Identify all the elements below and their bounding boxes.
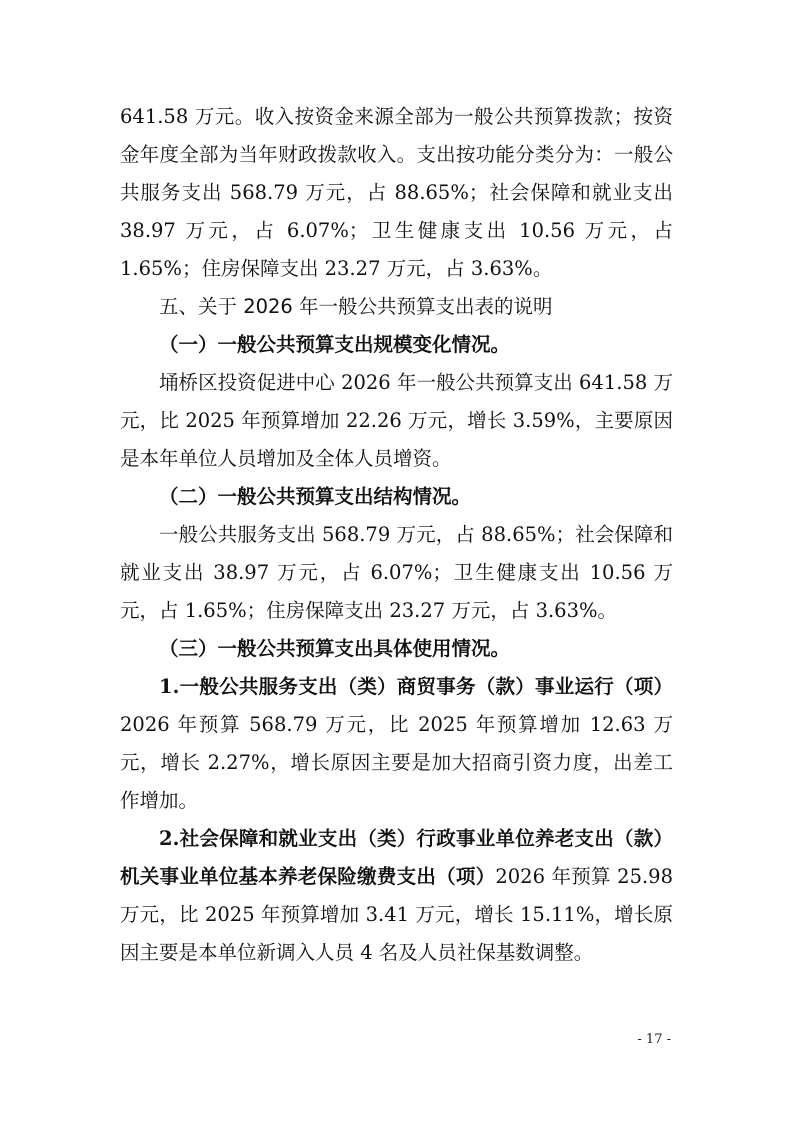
document-body bbox=[120, 98, 673, 972]
paragraph-item-1 bbox=[120, 668, 673, 820]
paragraph-scale-change: 埇桥区投资促进中心 2026 年一般公共预算支出 641.58 万元，比 2025 年预算增加 22.26 万元，增长 3.59%，主要原因是本年单位人员增加及全体人员增资。 bbox=[120, 371, 673, 470]
subheading-1: （一）一般公共预算支出规模变化情况。 bbox=[159, 333, 511, 356]
subheading-3: （三）一般公共预算支出具体使用情况。 bbox=[159, 637, 511, 660]
item-2-text: 2026 年预算 25.98 万元，比 2025 年预算增加 3.41 万元，增长 15.11%，增长原因主要是本单位新调入人员 4 名及人员社保基数调整。 bbox=[120, 865, 673, 964]
page-number: - 17 - bbox=[637, 1032, 671, 1047]
item-1-text: 2026 年预算 568.79 万元，比 2025 年预算增加 12.63 万元，增长 2.27%，增长原因主要是加大招商引资力度，出差工作增加。 bbox=[120, 713, 673, 812]
paragraph-item-2 bbox=[120, 820, 673, 972]
paragraph-income-summary: 641.58 万元。收入按资金来源全部为一般公共预算拨款；按资金年度全部为当年财政拨款收入。支出按功能分类分为：一般公共服务支出 568.79 万元，占 88.65%；社会保障和就业支出 38.97 万元，占 6.07%；卫生健康支出 10.56 万元，占 1.65%；住房保障支出 23.27 万元，占 3.63%。 bbox=[120, 105, 673, 280]
section-heading-5: 五、关于 2026 年一般公共预算支出表的说明 bbox=[159, 295, 553, 318]
subheading-2: （二）一般公共预算支出结构情况。 bbox=[159, 485, 472, 508]
paragraph-structure: 一般公共服务支出 568.79 万元，占 88.65%；社会保障和就业支出 38.97 万元，占 6.07%；卫生健康支出 10.56 万元，占 1.65%；住房保障支出 23.27 万元，占 3.63%。 bbox=[120, 523, 673, 622]
item-2-heading: 2.社会保障和就业支出（类）行政事业单位养老支出（款）机关事业单位基本养老保险缴费支出（项） bbox=[120, 827, 673, 888]
item-1-heading: 1.一般公共服务支出（类）商贸事务（款）事业运行（项） bbox=[159, 675, 673, 698]
